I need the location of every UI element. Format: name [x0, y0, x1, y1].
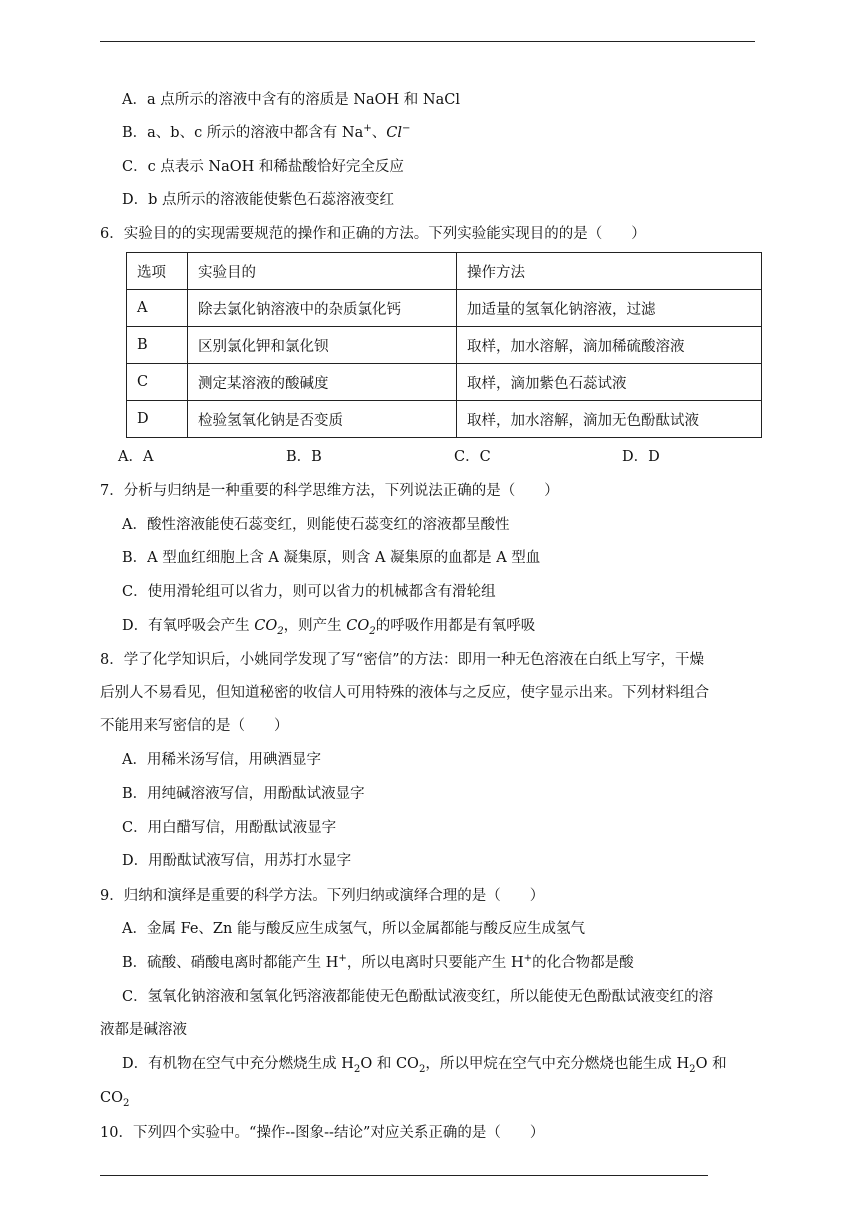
q9-option-d: D．有机物在空气中充分燃烧生成 $H_2O$ 和 $CO_2$，所以甲烷在空气中充分燃烧也能生成 $H_2O$ 和 [122, 1056, 727, 1075]
table-cell: 取样，加水溶解，滴加稀硫酸溶液 [457, 327, 762, 364]
table-cell: 加适量的氢氧化钠溶液，过滤 [457, 290, 762, 327]
q8-option-b: B．用纯碱溶液写信，用酚酞试液显字 [122, 786, 365, 802]
q9-option-c-line1: C．氢氧化钠溶液和氢氧化钙溶液都能使无色酚酞试液变红，所以能使无色酚酞试液变红的溶 [122, 989, 714, 1005]
q6-answer-b: B．B [286, 449, 322, 465]
q8-option-d: D．用酚酞试液写信，用苏打水显字 [122, 853, 352, 869]
q6-answer-a: A．A [118, 449, 154, 465]
table-header-row [127, 253, 762, 290]
q8-stem-line3: 不能用来写密信的是（ ） [100, 718, 289, 734]
q5-option-d: D．b 点所示的溶液能使紫色石蕊溶液变红 [122, 192, 395, 208]
table-cell: B [127, 327, 188, 364]
q6-answer-c: C．C [454, 449, 491, 465]
q9-option-c-line2: 液都是碱溶液 [100, 1022, 187, 1038]
q7-option-d: D．有氧呼吸会产生 $CO_2$，则产生 $CO_2$的呼吸作用都是有氧呼吸 [122, 618, 536, 637]
table-cell: 除去氯化钠溶液中的杂质氯化钙 [188, 290, 457, 327]
q8-stem-line2: 后别人不易看见，但知道秘密的收信人可用特殊的液体与之反应，使字显示出来。下列材料组合 [100, 685, 709, 701]
q10-stem: 10．下列四个实验中。“操作--图象--结论”对应关系正确的是（ ） [100, 1125, 545, 1141]
table-row [127, 401, 762, 438]
q9-stem: 9．归纳和演绎是重要的科学方法。下列归纳或演绎合理的是（ ） [100, 888, 545, 904]
table-cell: 检验氢氧化钠是否变质 [188, 401, 457, 438]
table-header-cell: 选项 [127, 253, 188, 290]
table-cell: 区别氯化钾和氯化钡 [188, 327, 457, 364]
footer-rule [100, 1175, 708, 1176]
q9-option-d-line2: $CO_2$ [100, 1090, 130, 1109]
q7-option-a: A．酸性溶液能使石蕊变红，则能使石蕊变红的溶液都呈酸性 [122, 517, 510, 533]
q8-option-a: A．用稀米汤写信，用碘酒显字 [122, 752, 321, 768]
table-header-cell: 实验目的 [188, 253, 457, 290]
table-row [127, 290, 762, 327]
q6-answer-d: D．D [622, 449, 660, 465]
q9-option-a: A．金属 Fe、Zn 能与酸反应生成氢气，所以金属都能与酸反应生成氢气 [122, 921, 585, 937]
table-header-cell: 操作方法 [457, 253, 762, 290]
table-cell: 取样，加水溶解，滴加无色酚酞试液 [457, 401, 762, 438]
q8-stem-line1: 8．学了化学知识后，小姚同学发现了写“密信”的方法：即用一种无色溶液在白纸上写字，干燥 [100, 652, 705, 668]
header-rule [100, 41, 755, 42]
table-cell: C [127, 364, 188, 401]
table-cell: A [127, 290, 188, 327]
q5-option-c: C．c 点表示 NaOH 和稀盐酸恰好完全反应 [122, 159, 404, 175]
q5-option-a: A．a 点所示的溶液中含有的溶质是 NaOH 和 NaCl [122, 92, 460, 108]
table-row [127, 364, 762, 401]
q6-stem: 6．实验目的的实现需要规范的操作和正确的方法。下列实验能实现目的的是（ ） [100, 226, 646, 242]
q5-option-b: B．a、b、c 所示的溶液中都含有 Na+、Cl− [122, 123, 411, 141]
q7-option-b: B．A 型血红细胞上含 A 凝集原，则含 A 凝集原的血都是 A 型血 [122, 550, 541, 566]
q8-option-c: C．用白醋写信，用酚酞试液显字 [122, 820, 337, 836]
table-cell: D [127, 401, 188, 438]
experiment-table [126, 252, 762, 438]
q9-option-b: B．硫酸、硝酸电离时都能产生 H+，所以电离时只要能产生 H+的化合物都是酸 [122, 953, 634, 971]
table-row [127, 327, 762, 364]
table-cell: 测定某溶液的酸碱度 [188, 364, 457, 401]
q7-stem: 7．分析与归纳是一种重要的科学思维方法，下列说法正确的是（ ） [100, 483, 559, 499]
table-cell: 取样，滴加紫色石蕊试液 [457, 364, 762, 401]
q7-option-c: C．使用滑轮组可以省力，则可以省力的机械都含有滑轮组 [122, 584, 496, 600]
